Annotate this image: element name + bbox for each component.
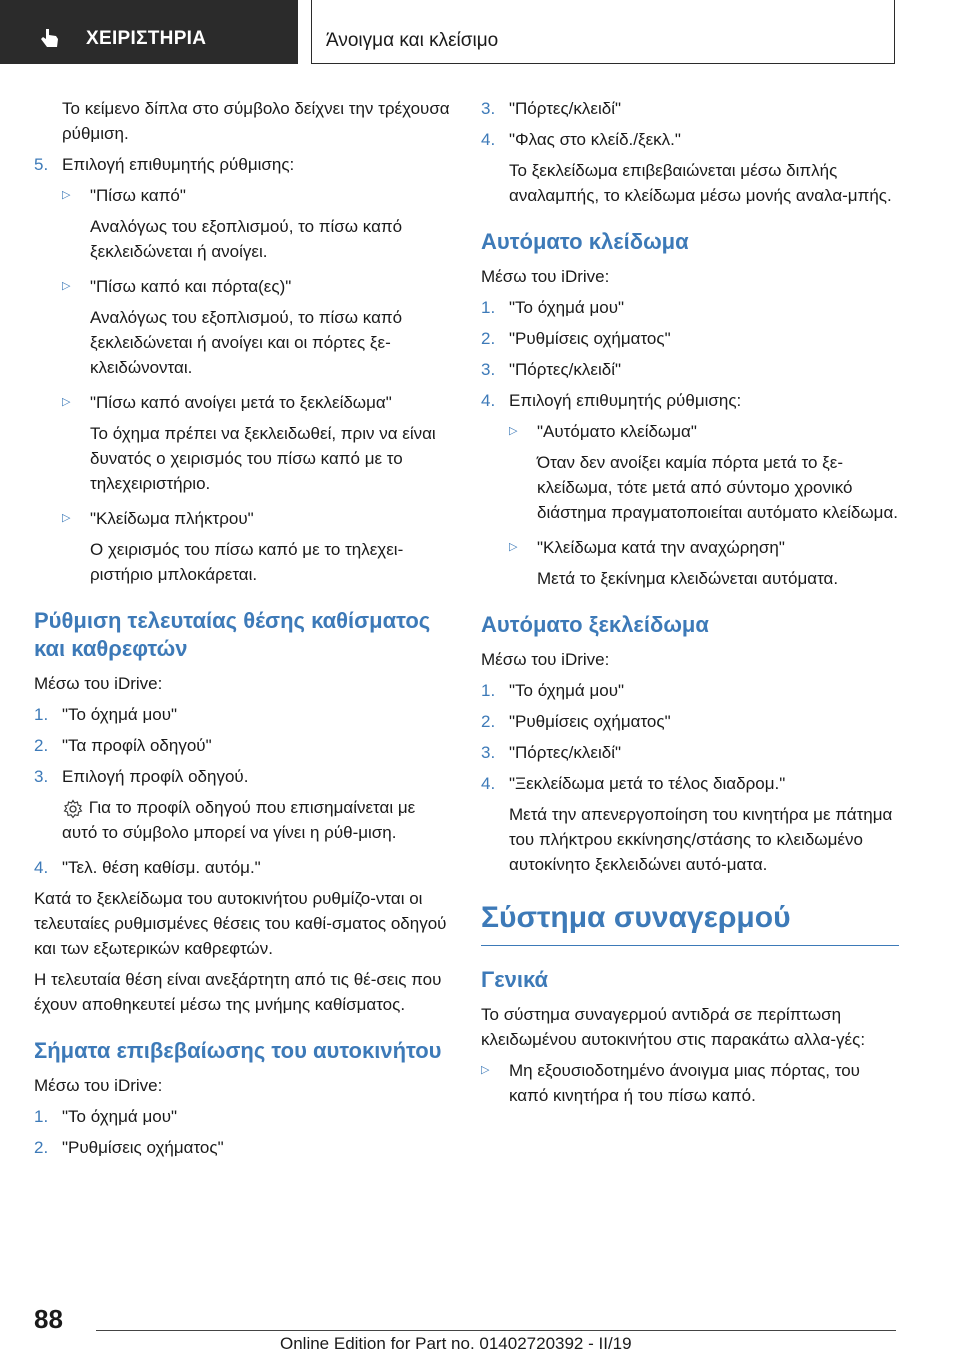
edition-note: Online Edition for Part no. 01402720392 - II/19 <box>280 1334 632 1353</box>
via-idrive: Μέσω του iDrive: <box>481 650 610 669</box>
intro-text: Το κείμενο δίπλα στο σύμβολο δείχνει την τρέχουσα ρύθμιση. <box>62 99 450 143</box>
step-text: "Πόρτες/κλειδί" <box>509 99 622 118</box>
option-item <box>509 419 899 444</box>
triangle-bullet-icon: ▷ <box>62 396 71 408</box>
option-description: Ο χειρισμός του πίσω καπό με το τηλεχει-ριστήριο μπλοκάρεται. <box>90 540 404 584</box>
step-item <box>34 1104 452 1129</box>
step-number: 2. <box>34 736 49 755</box>
via-idrive: Μέσω του iDrive: <box>34 1076 163 1095</box>
via-idrive: Μέσω του iDrive: <box>34 674 163 693</box>
option-label: "Κλείδωμα κατά την αναχώρηση" <box>537 538 785 557</box>
step-text: "Το όχημά μου" <box>509 298 625 317</box>
option-label: "Πίσω καπό ανοίγει μετά το ξεκλείδωμα" <box>90 393 392 412</box>
step-text: Επιλογή επιθυμητής ρύθμισης: <box>62 155 295 174</box>
triangle-bullet-icon: ▷ <box>62 512 71 524</box>
triangle-bullet-icon: ▷ <box>509 541 518 553</box>
step-number: 4. <box>34 858 49 877</box>
option-description: Όταν δεν ανοίξει καμία πόρτα μετά το ξε-κλείδωμα, τότε μετά από σύντομο χρονικό διάστημα πραγματοποιείται αυτόματο κλείδωμα. <box>537 453 899 522</box>
step-item <box>481 326 899 351</box>
heading-general: Γενικά <box>481 967 549 992</box>
step-item <box>481 709 899 734</box>
step-number: 1. <box>34 705 49 724</box>
step-number: 4. <box>481 774 496 793</box>
option-item <box>62 183 452 208</box>
gear-icon <box>62 799 84 819</box>
option-label: "Πίσω καπό" <box>90 186 186 205</box>
step-item <box>481 740 899 765</box>
step-text: "Τελ. θέση καθίσμ. αυτόμ." <box>62 858 261 877</box>
step-text: "Πόρτες/κλειδί" <box>509 743 622 762</box>
page-number: 88 <box>34 1304 63 1334</box>
option-item <box>62 390 452 415</box>
hand-pointer-icon <box>38 27 62 51</box>
option-description: Το όχημα πρέπει να ξεκλειδωθεί, πριν να είναι δυνατός ο χειρισμός του πίσω καπό με το τηλεχειριστήριο. <box>90 424 436 493</box>
via-idrive: Μέσω του iDrive: <box>481 267 610 286</box>
step-text: "Το όχημά μου" <box>62 1107 178 1126</box>
step-text: "Φλας στο κλείδ./ξεκλ." <box>509 130 681 149</box>
step-number: 3. <box>34 767 49 786</box>
step-text: Επιλογή επιθυμητής ρύθμισης: <box>509 391 742 410</box>
step-number: 1. <box>481 298 496 317</box>
chapter-title: ΧΕΙΡΙΣΤΗΡΙΑ <box>86 28 207 49</box>
page-header <box>0 0 960 64</box>
step-item <box>34 764 452 789</box>
step-number: 1. <box>34 1107 49 1126</box>
bullet-item <box>481 1058 899 1108</box>
triangle-bullet-icon: ▷ <box>62 189 71 201</box>
step-item <box>34 702 452 727</box>
step-text: "Ρυθμίσεις οχήματος" <box>509 329 671 348</box>
option-description: Αναλόγως του εξοπλισμού, το πίσω καπό ξεκλειδώνεται ή ανοίγει και οι πόρτες ξε-κλειδώνονται. <box>90 308 403 377</box>
step-number: 4. <box>481 130 496 149</box>
bullet-text: Μη εξουσιοδοτημένο άνοιγμα μιας πόρτας, του καπό κινητήρα ή του πίσω καπό. <box>509 1061 860 1105</box>
profile-note <box>62 795 452 845</box>
step-number: 2. <box>481 712 496 731</box>
triangle-bullet-icon: ▷ <box>481 1064 490 1076</box>
step-number: 3. <box>481 360 496 379</box>
heading-auto-lock: Αυτόματο κλείδωμα <box>481 229 689 254</box>
option-item <box>62 506 452 531</box>
option-item <box>62 274 452 299</box>
step-item <box>481 388 899 413</box>
step-5 <box>34 152 452 177</box>
step-text: Επιλογή προφίλ οδηγού. <box>62 767 249 786</box>
paragraph: Κατά το ξεκλείδωμα του αυτοκινήτου ρυθμίζο-νται οι τελευταίες ρυθμισμένες θέσεις του καθί-σματος οδηγού και των εξωτερικών καθρεφτών. <box>34 889 447 958</box>
step-number: 3. <box>481 743 496 762</box>
chapter-tab <box>0 0 298 64</box>
step-text: "Το όχημά μου" <box>509 681 625 700</box>
step-item <box>481 96 899 121</box>
step-item <box>34 733 452 758</box>
step-text: "Τα προφίλ οδηγού" <box>62 736 212 755</box>
left-column <box>34 96 452 1166</box>
option-item <box>509 535 899 560</box>
option-description: Αναλόγως του εξοπλισμού, το πίσω καπό ξεκλειδώνεται ή ανοίγει. <box>90 217 403 261</box>
step-number: 3. <box>481 99 496 118</box>
section-title: Άνοιγμα και κλείσιμο <box>326 30 499 51</box>
step-number: 2. <box>481 329 496 348</box>
paragraph: Το σύστημα συναγερμού αντιδρά σε περίπτωση κλειδωμένου αυτοκινήτου στις παρακάτω αλλα-γές: <box>481 1005 866 1049</box>
step-number: 1. <box>481 681 496 700</box>
option-label: "Πίσω καπό και πόρτα(ες)" <box>90 277 292 296</box>
step-text: "Το όχημά μου" <box>62 705 178 724</box>
profile-note-text: Για το προφίλ οδηγού που επισημαίνεται με αυτό το σύμβολο μπορεί να γίνει η ρύθ-μιση. <box>62 798 416 842</box>
right-column <box>481 96 899 1114</box>
step-item <box>34 855 452 880</box>
triangle-bullet-icon: ▷ <box>509 425 518 437</box>
step-item <box>481 295 899 320</box>
paragraph: Η τελευταία θέση είναι ανεξάρτητη από τις θέ-σεις που έχουν αποθηκευτεί μέσω της μνήμης καθίσματος. <box>34 970 442 1014</box>
option-description: Μετά το ξεκίνημα κλειδώνεται αυτόματα. <box>537 569 839 588</box>
heading-auto-unlock: Αυτόματο ξεκλείδωμα <box>481 612 709 637</box>
step-number: 2. <box>34 1138 49 1157</box>
heading-last-seat-position: Ρύθμιση τελευταίας θέσης καθίσματος και καθρεφτών <box>34 608 431 661</box>
step-description: Το ξεκλείδωμα επιβεβαιώνεται μέσω διπλής αναλαμπής, το κλείδωμα μέσω μονής αναλα-μπής. <box>509 161 892 205</box>
triangle-bullet-icon: ▷ <box>62 280 71 292</box>
step-number: 4. <box>481 391 496 410</box>
step-description: Μετά την απενεργοποίηση του κινητήρα με πάτημα του πλήκτρου εκκίνησης/στάσης το κλειδωμένο αυτοκίνητο ξεκλειδώνει αυτό-ματα. <box>509 805 893 874</box>
step-item <box>481 127 899 152</box>
option-label: "Αυτόματο κλείδωμα" <box>537 422 697 441</box>
step-item <box>481 678 899 703</box>
footer-divider <box>96 1330 896 1331</box>
heading-alarm-system: Σύστημα συναγερμού <box>481 899 899 946</box>
step-number: 5. <box>34 155 49 174</box>
step-item <box>481 771 899 796</box>
heading-confirmation-signals: Σήματα επιβεβαίωσης του αυτοκινήτου <box>34 1038 442 1063</box>
step-item <box>34 1135 452 1160</box>
step-text: "Πόρτες/κλειδί" <box>509 360 622 379</box>
section-box <box>311 0 895 64</box>
option-label: "Κλείδωμα πλήκτρου" <box>90 509 254 528</box>
step-text: "Ρυθμίσεις οχήματος" <box>62 1138 224 1157</box>
step-item <box>481 357 899 382</box>
step-text: "Ρυθμίσεις οχήματος" <box>509 712 671 731</box>
step-text: "Ξεκλείδωμα μετά το τέλος διαδρομ." <box>509 774 786 793</box>
